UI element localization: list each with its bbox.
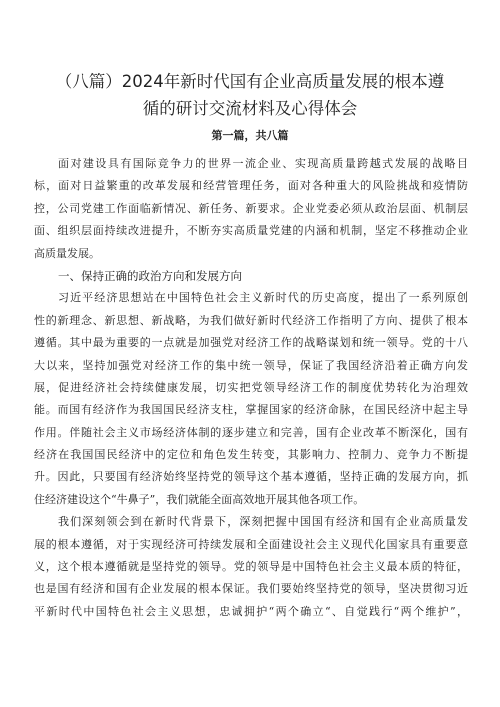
- paragraph-line: 习近平经济思想站在中国特色社会主义新时代的历史高度，提出了一系列原创: [58, 291, 468, 305]
- document-title-line-2: 循的研讨交流材料及心得体会: [142, 99, 358, 118]
- document-body: [34, 153, 468, 623]
- paragraph-line: 展的根本遵循，对于实现经济可持续发展和全面建设社会主义现代化国家具有重要意: [34, 537, 468, 551]
- intro-paragraph: [34, 153, 468, 265]
- paragraph-line: 住经济建设这个“牛鼻子”，我们就能全面高效地开展其他各项工作。: [34, 492, 365, 506]
- paragraph-line: 平新时代中国特色社会主义思想，忠诚拥护“两个确立“、自觉践行“两个维护”，: [34, 604, 468, 618]
- paragraph-line: 控，公司党建工作面临新情况、新任务、新要求。企业党委必须从政治层面、机制层: [34, 201, 468, 215]
- document-title-line-1: （八篇）2024年新时代国有企业高质量发展的根本遵: [55, 72, 445, 91]
- part-subtitle: 第一篇，共八篇: [211, 129, 289, 142]
- paragraph-line: 面对建设具有国际竞争力的世界一流企业、实现高质量跨越式发展的战略目: [58, 157, 468, 170]
- paragraph-line: 高质量发展。: [34, 246, 100, 260]
- section-paragraph-2: [34, 511, 468, 623]
- paragraph-line: 能。而国有经济作为我国国民经济支柱，掌握国家的经济命脉，在国民经济中起主导: [34, 403, 468, 417]
- paragraph-line: 大以来，坚持加强党对经济工作的集中统一领导，保证了我国经济沿着正确方向发: [34, 358, 468, 372]
- paragraph-line: 我们深刻领会到在新时代背景下，深刻把握中国国有经济和国有企业高质量发: [58, 515, 468, 529]
- paragraph-line: 升。因此，只要国有经济始终坚持党的领导这个基本遵循，坚持正确的发展方向，抓: [34, 470, 468, 484]
- paragraph-line: 展，促进经济社会持续健康发展，切实把党领导经济工作的制度优势转化为治理效: [34, 380, 468, 394]
- paragraph-line: 义，这个根本遵循就是坚持党的领导。党的领导是中国特色社会主义最本质的特征，: [34, 560, 468, 574]
- paragraph-line: 标，面对日益繁重的改革发展和经营管理任务，面对各种重大的风险挑战和疫情防: [34, 179, 468, 193]
- paragraph-line: 也是国有经济和国有企业发展的根本保证。我们要始终坚持党的领导，坚决贯彻习近: [34, 582, 468, 596]
- document-title: [40, 68, 460, 122]
- paragraph-line: 作用。伴随社会主义市场经济体制的逐步建立和完善，国有企业改革不断深化，国有: [34, 425, 468, 439]
- paragraph-line: 遵循。其中最为重要的一点就是加强党对经济工作的战略谋划和统一领导。党的十八: [34, 336, 468, 350]
- paragraph-line: 性的新理念、新思想、新战略，为我们做好新时代经济工作指明了方向、提供了根本: [34, 313, 468, 327]
- section-heading: 一、保持正确的政治方向和发展方向: [58, 268, 242, 283]
- paragraph-line: 经济在我国国民经济中的定位和角色发生转变，其影响力、控制力、竞争力不断提: [34, 448, 468, 462]
- section-paragraph-1: [34, 287, 468, 511]
- paragraph-line: 面、组织层面持续改进提升，不断夯实高质量党建的内涵和机制，坚定不移推动企业: [34, 224, 468, 238]
